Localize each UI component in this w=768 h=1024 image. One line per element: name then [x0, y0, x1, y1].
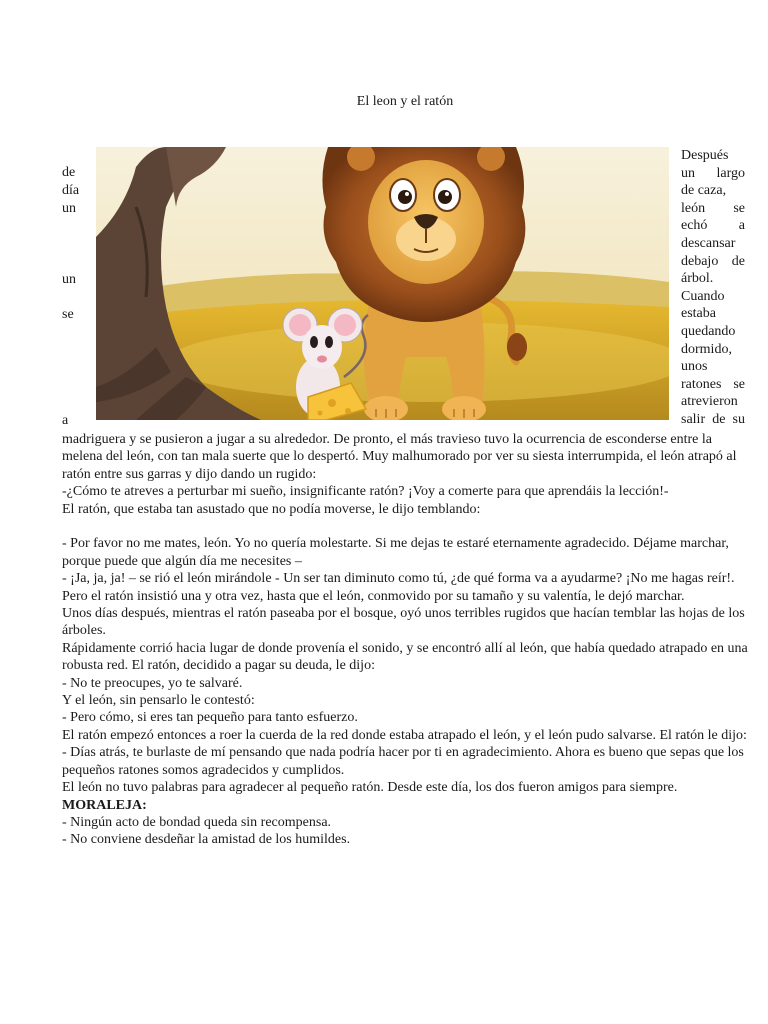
- wrap-left-word: un: [62, 201, 76, 216]
- wrap-right-line: un largo: [681, 165, 745, 181]
- story-paragraph: - No te preocupes, yo te salvaré.: [62, 675, 243, 691]
- story-paragraph: El león no tuvo palabras para agradecer al pequeño ratón. Desde este día, los dos fueron amigos para siempre.: [62, 780, 678, 796]
- wrap-left-word: un: [62, 272, 76, 287]
- wrap-right-line: descansar: [681, 235, 736, 251]
- story-paragraph: - ¡Ja, ja, ja! – se rió el león mirándole - Un ser tan diminuto como tú, ¿de qué forma va a ayudarme? ¡No me hagas reír!.: [62, 571, 735, 587]
- wrap-right-line: atrevieron: [681, 394, 738, 410]
- moraleja-heading: MORALEJA:: [62, 797, 147, 813]
- wrap-right-line: echó a: [681, 218, 745, 234]
- wrap-left-word: de: [62, 165, 76, 180]
- story-paragraph: - Días atrás, te burlaste de mí pensando que nada podría hacer por ti en agradecimiento. Ahora es bueno que sepas que los pequeños ratones somos agradecidos y cumplidos.: [62, 745, 744, 778]
- wrap-right-line: debajo de: [681, 253, 745, 269]
- wrap-left-word: día: [62, 183, 80, 198]
- wrap-right-line: estaba: [681, 306, 716, 322]
- story-paragraph: - Por favor no me mates, león. Yo no quería molestarte. Si me dejas te estaré eternamente agradecido. Déjame marchar, porque puede que algún día me necesites –: [62, 536, 729, 569]
- wrap-left-word: se: [62, 307, 74, 322]
- wrap-right-line: salir de su: [681, 411, 745, 427]
- wrap-right-line: león se: [681, 200, 745, 216]
- story-body: [62, 431, 748, 849]
- wrap-right-line: unos: [681, 359, 708, 375]
- moral-item: - Ningún acto de bondad queda sin recompensa.: [62, 814, 332, 830]
- wrap-right-line: ratones se: [681, 376, 745, 392]
- story-paragraph: El ratón, que estaba tan asustado que no podía moverse, le dijo temblando:: [62, 501, 481, 517]
- story-paragraph: - Pero cómo, si eres tan pequeño para tanto esfuerzo.: [62, 710, 358, 726]
- blank-line: [62, 518, 748, 535]
- lion-and-mouse-illustration: [96, 147, 669, 420]
- story-paragraph: Y el león, sin pensarlo le contestó:: [62, 693, 255, 709]
- wrap-right-line: árbol.: [681, 271, 714, 287]
- story-paragraph: -¿Cómo te atreves a perturbar mi sueño, insignificante ratón? ¡Voy a comerte para que aprendáis la lección!-: [62, 484, 669, 500]
- wrap-right-line: de caza,: [681, 183, 727, 199]
- wrap-right-line: Después: [681, 148, 729, 163]
- right-wrap-column: [681, 147, 745, 429]
- story-paragraph: Rápidamente corrió hacia lugar de donde provenía el sonido, y se encontró allí al león, que había quedado atrapado en una robusta red. El ratón, decidido a pagar su deuda, le dijo:: [62, 640, 748, 674]
- story-paragraph: madriguera y se pusieron a jugar a su alrededor. De pronto, el más travieso tuvo la ocurrencia de esconderse entre la melena del león, con tan mala suerte que lo despertó. Muy malhumorado por ver su siesta interrumpida, el león atrapó al ratón entre sus garras y dijo dando un rugido:: [62, 432, 737, 482]
- wrap-right-line: quedando: [681, 323, 736, 339]
- story-paragraph: El ratón empezó entonces a roer la cuerda de la red donde estaba atrapado el león, y el león pudo salvarse. El ratón le dijo:: [62, 727, 747, 743]
- wrap-right-line: dormido,: [681, 341, 732, 357]
- story-paragraph: Unos días después, mientras el ratón paseaba por el bosque, oyó unos terribles rugidos que hacían temblar las hojas de los árboles.: [62, 606, 745, 639]
- moral-item: - No conviene desdeñar la amistad de los humildes.: [62, 832, 351, 848]
- story-paragraph: Pero el ratón insistió una y otra vez, hasta que el león, conmovido por su tamaño y su valentía, le dejó marchar.: [62, 588, 685, 604]
- wrap-right-line: Cuando: [681, 288, 725, 304]
- document-title: El leon y el ratón: [356, 94, 454, 109]
- wrap-left-word: a: [62, 413, 69, 428]
